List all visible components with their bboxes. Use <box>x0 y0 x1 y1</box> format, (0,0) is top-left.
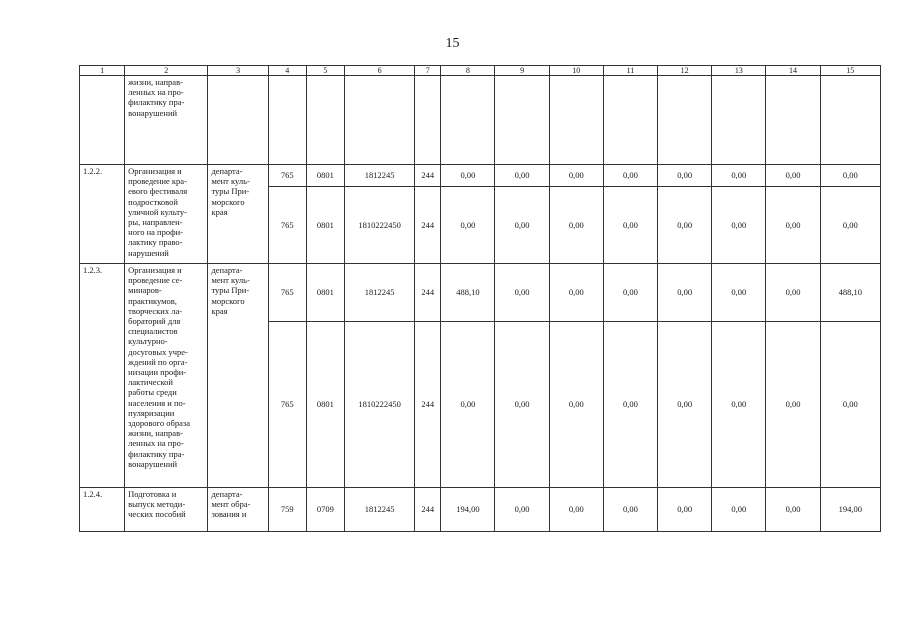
amount-cell: 0,00 <box>495 187 549 264</box>
section-code-cell: 0801 <box>306 264 344 322</box>
column-number: 14 <box>766 66 820 76</box>
amount-cell: 0,00 <box>603 165 657 187</box>
measure-name-cell: жизни, направ- ленных на про- филактику пра- вонарушений <box>125 76 208 165</box>
executor-cell: департа- мент обра- зования и <box>208 488 268 532</box>
amount-cell: 0,00 <box>712 187 766 264</box>
column-number: 4 <box>268 66 306 76</box>
amount-cell: 0,00 <box>658 264 712 322</box>
amount-cell: 0,00 <box>549 187 603 264</box>
amount-cell: 0,00 <box>766 322 820 488</box>
amount-cell: 0,00 <box>495 264 549 322</box>
target-item-code-cell: 1812245 <box>344 264 414 322</box>
table-row <box>80 165 881 187</box>
header-row <box>80 66 881 76</box>
expense-type-code-cell: 244 <box>415 187 441 264</box>
column-number: 15 <box>820 66 880 76</box>
target-item-code-cell: 1810222450 <box>344 187 414 264</box>
budget-table <box>79 65 881 532</box>
grbs-code-cell: 765 <box>268 187 306 264</box>
amount-cell: 0,00 <box>820 187 880 264</box>
amount-cell: 0,00 <box>549 488 603 532</box>
empty-cell <box>603 76 657 165</box>
table-row <box>80 488 881 532</box>
amount-cell: 0,00 <box>766 187 820 264</box>
amount-cell: 0,00 <box>658 322 712 488</box>
empty-cell <box>712 76 766 165</box>
empty-cell <box>658 76 712 165</box>
amount-cell: 0,00 <box>495 165 549 187</box>
expense-type-code-cell: 244 <box>415 488 441 532</box>
continuation-row <box>80 76 881 165</box>
amount-cell: 0,00 <box>603 488 657 532</box>
column-number: 11 <box>603 66 657 76</box>
column-number: 2 <box>125 66 208 76</box>
table-row <box>80 264 881 322</box>
column-number: 9 <box>495 66 549 76</box>
amount-cell: 0,00 <box>603 187 657 264</box>
amount-cell: 0,00 <box>766 264 820 322</box>
measure-name-cell: Организация и проведение кра- евого фестиваля подростковой уличной культу- ры, направлен- ного на профи- лактику право- нарушений <box>125 165 208 264</box>
amount-cell: 488,10 <box>441 264 495 322</box>
amount-cell: 0,00 <box>712 264 766 322</box>
empty-cell <box>306 76 344 165</box>
amount-cell: 0,00 <box>549 322 603 488</box>
amount-cell: 194,00 <box>820 488 880 532</box>
amount-cell: 488,10 <box>820 264 880 322</box>
item-number-cell: 1.2.4. <box>80 488 125 532</box>
column-number: 10 <box>549 66 603 76</box>
amount-cell: 0,00 <box>441 322 495 488</box>
amount-cell: 0,00 <box>820 322 880 488</box>
column-number: 13 <box>712 66 766 76</box>
amount-cell: 0,00 <box>549 165 603 187</box>
amount-cell: 194,00 <box>441 488 495 532</box>
amount-cell: 0,00 <box>549 264 603 322</box>
executor-cell: департа- мент куль- туры При- морского края <box>208 264 268 488</box>
executor-cell: департа- мент куль- туры При- морского края <box>208 165 268 264</box>
section-code-cell: 0801 <box>306 322 344 488</box>
measure-name-cell: Подготовка и выпуск методи- ческих пособий <box>125 488 208 532</box>
target-item-code-cell: 1812245 <box>344 165 414 187</box>
empty-cell <box>766 76 820 165</box>
empty-cell <box>208 76 268 165</box>
empty-cell <box>549 76 603 165</box>
column-number: 8 <box>441 66 495 76</box>
amount-cell: 0,00 <box>603 322 657 488</box>
empty-cell <box>820 76 880 165</box>
amount-cell: 0,00 <box>712 165 766 187</box>
amount-cell: 0,00 <box>712 322 766 488</box>
amount-cell: 0,00 <box>495 488 549 532</box>
amount-cell: 0,00 <box>495 322 549 488</box>
amount-cell: 0,00 <box>766 165 820 187</box>
grbs-code-cell: 765 <box>268 165 306 187</box>
column-number: 7 <box>415 66 441 76</box>
amount-cell: 0,00 <box>658 187 712 264</box>
amount-cell: 0,00 <box>820 165 880 187</box>
amount-cell: 0,00 <box>441 165 495 187</box>
empty-cell <box>495 76 549 165</box>
page-number: 15 <box>445 36 460 51</box>
empty-cell <box>344 76 414 165</box>
amount-cell: 0,00 <box>658 165 712 187</box>
amount-cell: 0,00 <box>766 488 820 532</box>
section-code-cell: 0801 <box>306 187 344 264</box>
grbs-code-cell: 765 <box>268 322 306 488</box>
expense-type-code-cell: 244 <box>415 322 441 488</box>
amount-cell: 0,00 <box>603 264 657 322</box>
expense-type-code-cell: 244 <box>415 264 441 322</box>
item-number-cell: 1.2.3. <box>80 264 125 488</box>
column-number: 6 <box>344 66 414 76</box>
empty-cell <box>268 76 306 165</box>
amount-cell: 0,00 <box>441 187 495 264</box>
target-item-code-cell: 1812245 <box>344 488 414 532</box>
target-item-code-cell: 1810222450 <box>344 322 414 488</box>
column-number: 3 <box>208 66 268 76</box>
column-number: 12 <box>658 66 712 76</box>
section-code-cell: 0709 <box>306 488 344 532</box>
column-number: 5 <box>306 66 344 76</box>
item-number-cell <box>80 76 125 165</box>
empty-cell <box>415 76 441 165</box>
grbs-code-cell: 759 <box>268 488 306 532</box>
empty-cell <box>441 76 495 165</box>
expense-type-code-cell: 244 <box>415 165 441 187</box>
section-code-cell: 0801 <box>306 165 344 187</box>
column-number: 1 <box>80 66 125 76</box>
amount-cell: 0,00 <box>658 488 712 532</box>
item-number-cell: 1.2.2. <box>80 165 125 264</box>
grbs-code-cell: 765 <box>268 264 306 322</box>
measure-name-cell: Организация и проведение се- минаров- практикумов, творческих ла- бораторий для специалистов культурно- досуговых учре- ждений по орга- низации профи- лактической работы среди населения и по- пуляризации здорового образа жизни, направ- ленных на про- филактику пра- вонарушений <box>125 264 208 488</box>
amount-cell: 0,00 <box>712 488 766 532</box>
